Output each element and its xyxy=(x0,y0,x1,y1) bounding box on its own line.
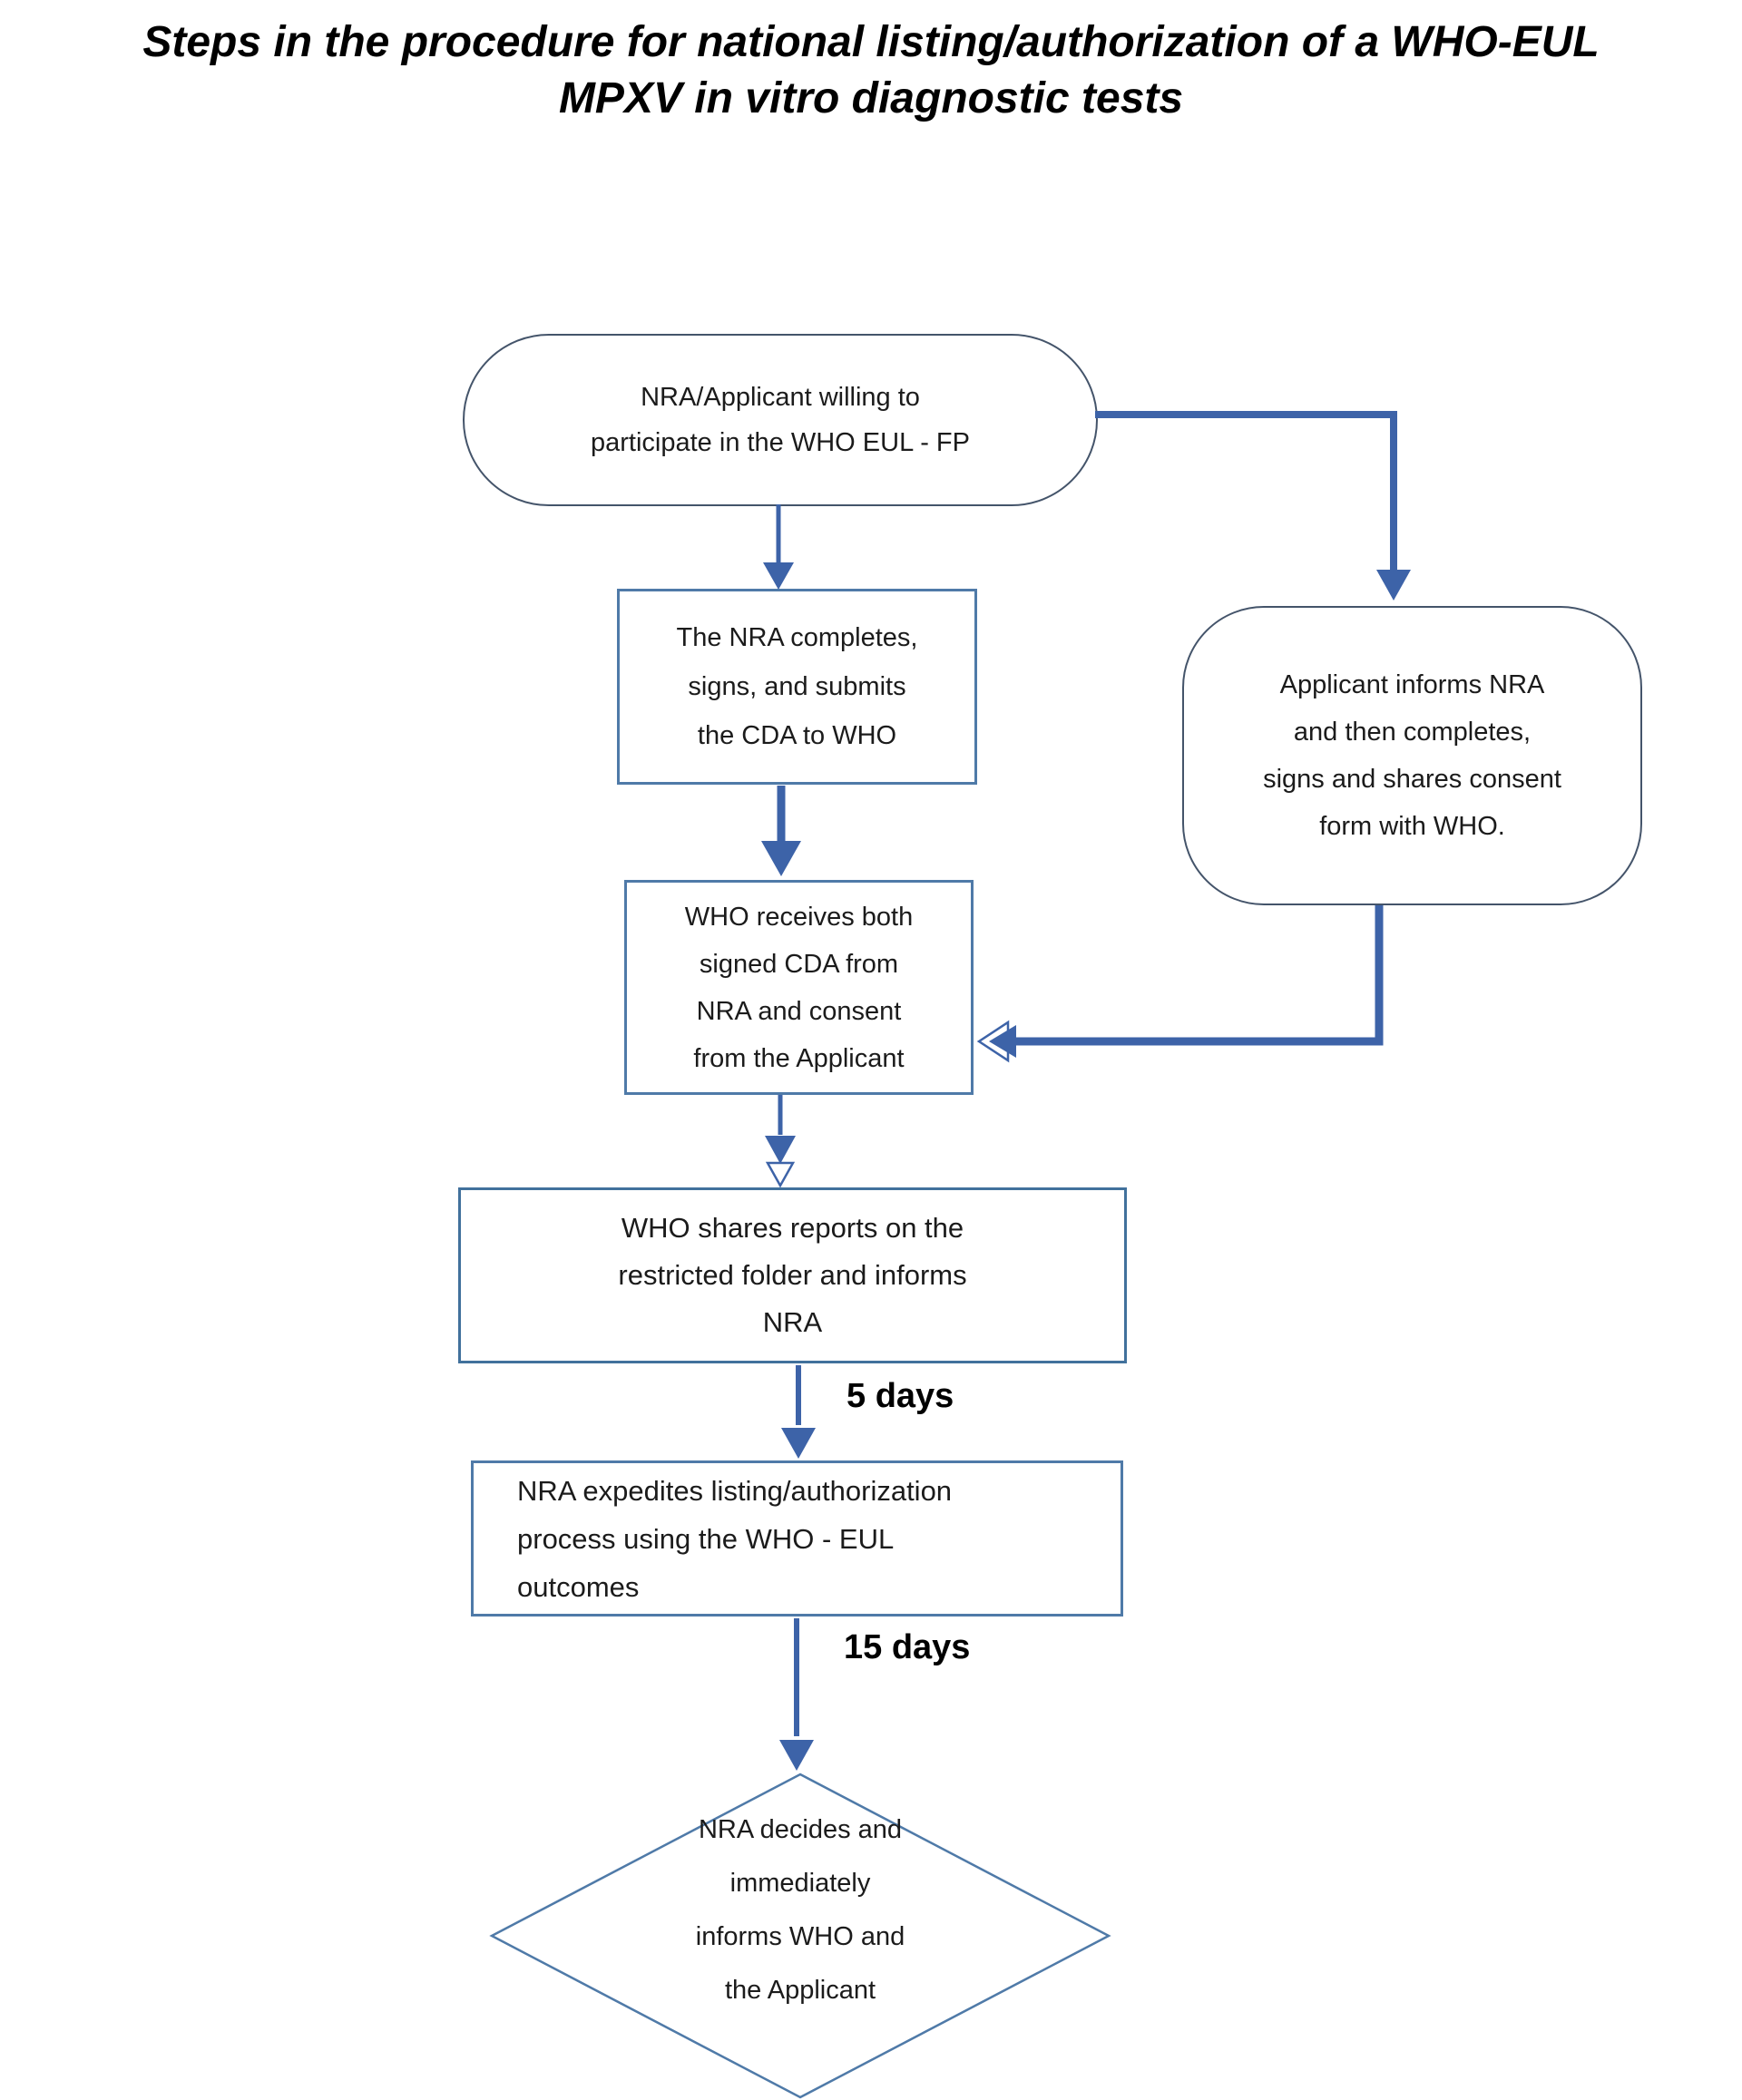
nra-expedites-line: outcomes xyxy=(517,1570,640,1603)
arrow-start-to-cda-head xyxy=(763,562,794,590)
arrow-shares-to-expedites-head xyxy=(781,1428,816,1459)
who-receives-line: WHO receives both xyxy=(684,902,914,932)
who-shares-reports-line: WHO shares reports on the xyxy=(621,1212,964,1244)
arrow-receives-to-shares-open-head xyxy=(768,1163,793,1186)
arrow-receives-to-shares-head xyxy=(765,1136,796,1164)
nra-completes-cda-line: The NRA completes, xyxy=(676,623,918,652)
nra-completes-cda-line: the CDA to WHO xyxy=(697,721,897,750)
five-days-label: 5 days xyxy=(847,1377,954,1415)
nra-completes-cda-line: signs, and submits xyxy=(688,672,906,701)
start-node-line: NRA/Applicant willing to xyxy=(641,383,920,412)
arrow-consent-to-receives-elbow xyxy=(1011,905,1379,1041)
applicant-consent-line: Applicant informs NRA xyxy=(1279,670,1545,699)
who-shares-reports-line: NRA xyxy=(762,1306,823,1338)
arrow-expedites-to-decides-head xyxy=(779,1740,814,1771)
applicant-consent-line: and then completes, xyxy=(1293,718,1532,747)
applicant-consent-line: signs and shares consent xyxy=(1263,765,1561,794)
nra-decides-diamond-text xyxy=(492,1803,1109,2017)
nra-decides-line: the Applicant xyxy=(724,1976,876,2005)
nra-decides-line: NRA decides and xyxy=(698,1815,903,1844)
applicant-consent-line: form with WHO. xyxy=(1319,812,1505,841)
page-title-line1: Steps in the procedure for national listing/authorization of a WHO-EUL xyxy=(142,18,1600,66)
arrow-start-to-consent-elbow xyxy=(1095,415,1394,570)
fifteen-days-label: 15 days xyxy=(844,1628,971,1666)
nra-expedites-line: process using the WHO - EUL xyxy=(517,1522,895,1555)
arrow-start-to-consent-head xyxy=(1376,570,1411,601)
who-receives-line: from the Applicant xyxy=(693,1043,905,1073)
who-shares-reports-line: restricted folder and informs xyxy=(618,1259,967,1291)
page-title-line2: MPXV in vitro diagnostic tests xyxy=(558,74,1184,122)
arrow-cda-to-receives-head xyxy=(761,841,801,876)
who-receives-line: signed CDA from xyxy=(699,949,899,979)
nra-expedites-line: NRA expedites listing/authorization xyxy=(517,1474,953,1507)
who-receives-line: NRA and consent xyxy=(696,996,902,1026)
nra-decides-line: immediately xyxy=(729,1869,871,1898)
start-node-line: participate in the WHO EUL - FP xyxy=(591,428,970,457)
nra-decides-line: informs WHO and xyxy=(695,1922,905,1951)
